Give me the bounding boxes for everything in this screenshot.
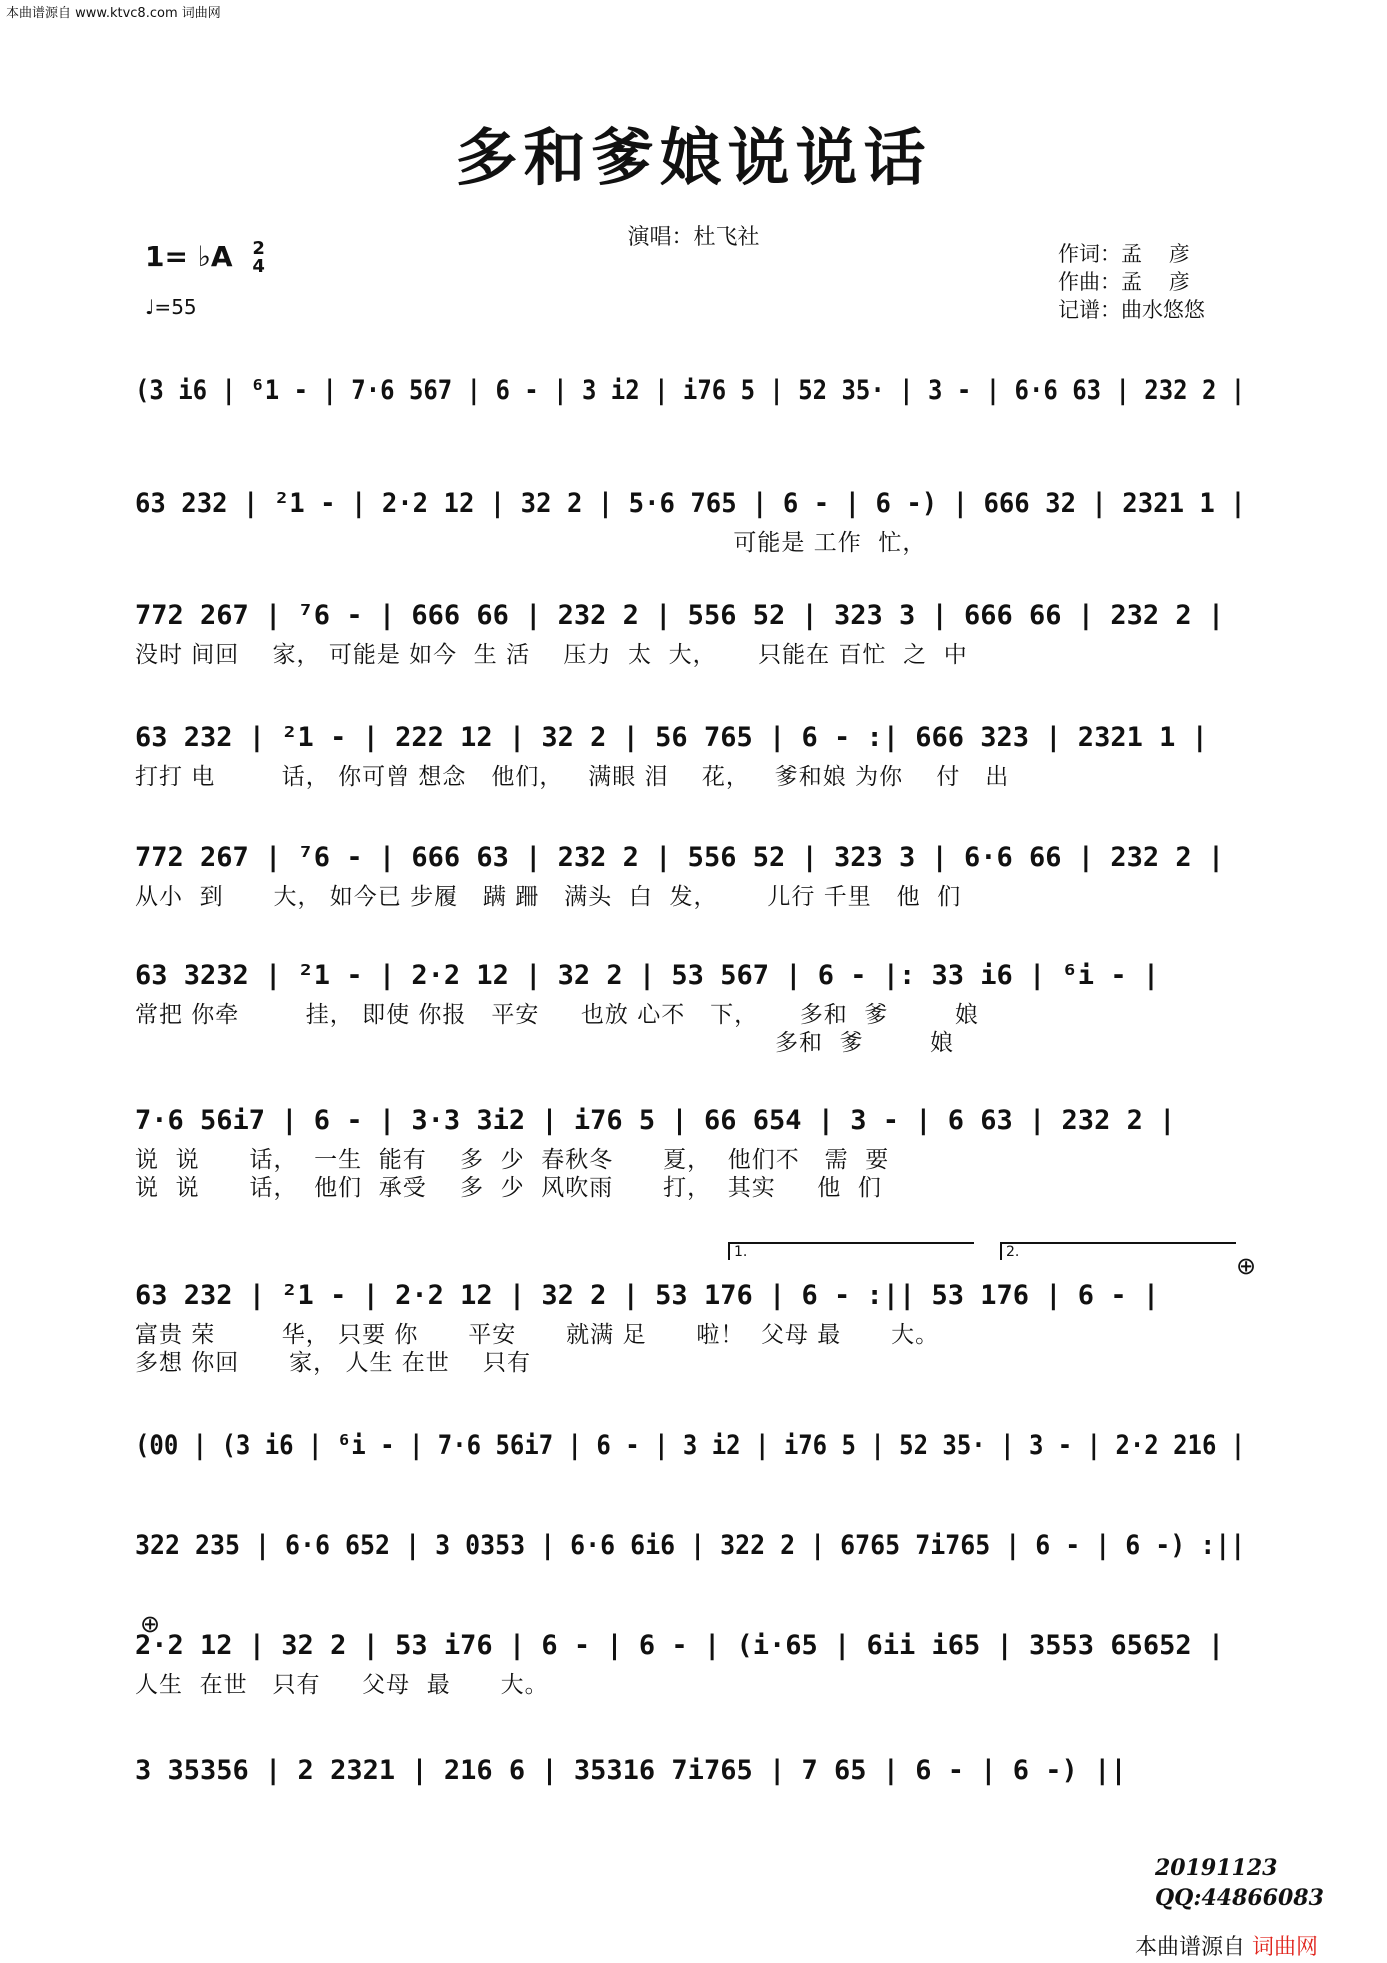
lyric-line: 富贵 荣 华， 只要 你 平安 就满 足 啦！ 父母 最 大。 xyxy=(135,1322,940,1348)
date: 20191123 xyxy=(1155,1855,1278,1881)
notation: 63 232 | ²1 - | 2·2 12 | 32 2 | 5·6 765 | 6 - | 6 -) | 666 32 | 2321 1 | xyxy=(135,488,1246,519)
staff-line xyxy=(135,1735,1245,1805)
notation: 3 35356 | 2 2321 | 216 6 | 35316 7i765 | 7 65 | 6 - | 6 -) || xyxy=(135,1755,1127,1786)
notation: 322 235 | 6·6 652 | 3 0353 | 6·6 6i6 | 322 2 | 6765 7i765 | 6 - | 6 -) :|| xyxy=(135,1530,1246,1561)
lyric-line: 没时 间回 家， 可能是 如今 生 活 压力 太 大， 只能在 百忙 之 中 xyxy=(135,642,968,668)
notation: (3 i6 | ⁶1 - | 7·6 567 | 6 - | 3 i2 | i76 5 | 52 35· | 3 - | 6·6 63 | 232 2 | xyxy=(135,375,1246,406)
credit-lyricist: 作词：孟 彦 xyxy=(1058,242,1190,266)
tempo: ♩=55 xyxy=(145,295,197,319)
coda-icon: ⊕ xyxy=(1236,1252,1257,1280)
lyric-line: 从小 到 大， 如今已 步履 蹒 跚 满头 白 发， 儿行 千里 他 们 xyxy=(135,884,962,910)
notation: 2·2 12 | 32 2 | 53 i76 | 6 - | 6 - | (i·65 | 6ii i65 | 3553 65652 | xyxy=(135,1630,1225,1661)
lyric-line: 多想 你回 家， 人生 在世 只有 xyxy=(135,1350,532,1376)
qq-contact: QQ:44866083 xyxy=(1155,1885,1324,1911)
notation: 772 267 | ⁷6 - | 666 63 | 232 2 | 556 52 | 323 3 | 6·6 66 | 232 2 | xyxy=(135,842,1225,873)
lyric-line: 说 说 话， 一生 能有 多 少 春秋冬 夏， 他们不 需 要 xyxy=(135,1147,890,1173)
lyric-line: 人生 在世 只有 父母 最 大。 xyxy=(135,1672,549,1698)
footer-site-link[interactable]: 词曲网 xyxy=(1252,1935,1319,1960)
source-header: 本曲谱源自 www.ktvc8.com 词曲网 xyxy=(6,6,221,21)
lyric-line: 多和 爹 娘 xyxy=(135,1030,955,1056)
key-signature xyxy=(145,240,265,276)
key-label: 1= ♭A xyxy=(145,240,233,273)
notation: (00 | (3 i6 | ⁶i - | 7·6 56i7 | 6 - | 3 i2 | i76 5 | 52 35· | 3 - | 2·2 216 | xyxy=(135,1430,1246,1461)
footer-source xyxy=(1135,1930,1318,1961)
notation: 63 232 | ²1 - | 222 12 | 32 2 | 56 765 | 6 - :| 666 323 | 2321 1 | xyxy=(135,722,1208,753)
notation: 63 3232 | ²1 - | 2·2 12 | 32 2 | 53 567 | 6 - |: 33 i6 | ⁶i - | xyxy=(135,960,1160,991)
footer-text: 本曲谱源自 xyxy=(1135,1935,1246,1960)
singer: 演唱：杜飞社 xyxy=(627,225,760,250)
coda-icon: ⊕ xyxy=(140,1610,161,1638)
notation: 772 267 | ⁷6 - | 666 66 | 232 2 | 556 52 | 323 3 | 666 66 | 232 2 | xyxy=(135,600,1225,631)
time-signature xyxy=(252,240,265,276)
staff-line xyxy=(135,1410,1245,1480)
notation: 7·6 56i7 | 6 - | 3·3 3i2 | i76 5 | 66 654 | 3 - | 6 63 | 232 2 | xyxy=(135,1105,1176,1136)
page-title: 多和爹娘说说话 xyxy=(455,121,932,194)
lyric-line: 常把 你牵 挂， 即使 你报 平安 也放 心不 下， 多和 爹 娘 xyxy=(135,1002,979,1028)
volta-first: 1. xyxy=(728,1242,974,1260)
lyric-line: 可能是 工作 忙， xyxy=(135,530,927,556)
credit-composer: 作曲：孟 彦 xyxy=(1058,270,1190,294)
lyric-line: 打打 电 话， 你可曾 想念 他们， 满眼 泪 花， 爹和娘 为你 付 出 xyxy=(135,764,1010,790)
credits xyxy=(1058,240,1205,324)
credit-transcriber: 记谱：曲水悠悠 xyxy=(1058,298,1205,322)
time-sig-bottom: 4 xyxy=(252,256,265,277)
staff-line xyxy=(135,1510,1245,1580)
time-sig-top: 2 xyxy=(252,238,265,259)
staff-line xyxy=(135,355,1245,425)
notation: 63 232 | ²1 - | 2·2 12 | 32 2 | 53 176 | 6 - :|| 53 176 | 6 - | xyxy=(135,1280,1160,1311)
volta-second: 2. xyxy=(1000,1242,1236,1260)
lyric-line: 说 说 话， 他们 承受 多 少 风吹雨 打， 其实 他 们 xyxy=(135,1175,882,1201)
